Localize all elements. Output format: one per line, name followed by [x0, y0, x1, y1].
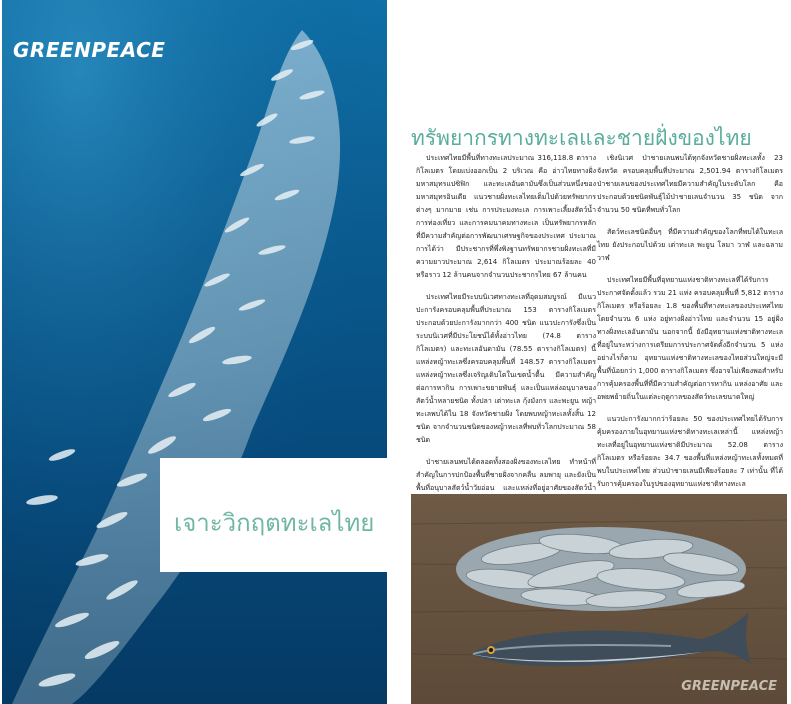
paragraph: ประเทศไทยมีระบบนิเวศทางทะเลที่อุดมสมบูรณ์ มีแนวปะการังครอบคลุมพื้นที่ประมาณ 153 ตารางกิโลเมตร ประกอบด้วยปะการังมากกว่า 400 ชนิด แนวปะการังซึ่งเป็นระบบนิเวศที่มีประโยชน์ได้ทั้งอ่าวไทย (74.8 ตารางกิโลเมตร) และทะเลอันดามัน (78.55 ตารางกิโลเมตร) นี้แหล่งหญ้าทะเลซึ่งครอบคลุมพื้นที่ 148.57 ตารางกิโลเมตร แหล่งหญ้าทะเลซึ่งเจริญเติบโตในเขตน้ำตื้น มีความสำคัญต่อการหากิน การเพาะขยายพันธุ์ และเป็นแหล่งอนุบาลของสัตว์น้ำหลายชนิด ทั้งปลา เต่าทะเล กุ้งมังกร และพะยูน หญ้าทะเลพบได้ใน 18 จังหวัดชายฝั่ง โดยพบหญ้าทะเลทั้งสิ้น 12 ชนิด จากจำนวนชนิดของหญ้าทะเลที่พบทั่วโลกประมาณ 58 ชนิด: [416, 293, 596, 444]
article-column-1: [416, 152, 596, 530]
cover-title-box: [160, 458, 387, 572]
greenpeace-logo: GREENPEACE: [13, 38, 166, 62]
greenpeace-watermark: GREENPEACE: [681, 679, 777, 694]
paragraph: เชิงนิเวศ ป่าชายเลนพบได้ทุกจังหวัดชายฝั่งทะเลทั้ง 23 จังหวัด ครอบคลุมพื้นที่ประมาณ 2,501.94 ตารางกิโลเมตร ป่าชายเลนของประเทศไทยมีความสำคัญในระดับโลก คือ ประกอบด้วยชนิดพันธุ์ไม้ป่าชายเลนจำนวน 35 ชนิด จากจำนวน 50 ชนิดที่พบทั่วโลก: [597, 154, 783, 214]
paragraph: ประเทศไทยมีพื้นที่ทางทะเลประมาณ 316,118.8 ตารางกิโลเมตร โดยแบ่งออกเป็น 2 บริเวณ คือ อ่าวไทยทางฝั่งมหาสมุทรแปซิฟิก และทะเลอันดามันซึ่งเป็นส่วนหนึ่งของมหาสมุทรอินเดีย แนวชายฝั่งทะเลไทยเต็มไปด้วยทรัพยากรต่างๆ มากมาย เช่น การประมงทะเล การเพาะเลี้ยงสัตว์น้ำ การท่องเที่ยว และการคมนาคมทางทะเล เป็นทรัพยากรหลักที่มีความสำคัญต่อการพัฒนาเศรษฐกิจของประเทศ ประมาณการได้ว่า มีประชากรที่พึ่งพิงฐานทรัพยากรชายฝั่งทะเลที่มีความยาวประมาณ 2,614 กิโลเมตร ประมาณร้อยละ 40 หรือราว 12 ล้านคนจากจำนวนประชากรไทย 67 ล้านคน: [416, 154, 596, 279]
fish-photo: [411, 494, 787, 704]
paragraph: ประเทศไทยมีพื้นที่อุทยานแห่งชาติทางทะเลที่ได้รับการประกาศจัดตั้งแล้ว รวม 21 แห่ง ครอบคลุมพื้นที่ 5,812 ตารางกิโลเมตร หรือร้อยละ 1.8 ของพื้นที่ทางทะเลของประเทศไทย โดยจำนวน 6 แห่ง อยู่ทางฝั่งอ่าวไทย และจำนวน 15 อยู่ฝั่งทางฝั่งทะเลอันดามัน นอกจากนี้ ยังมีอุทยานแห่งชาติทางทะเลที่อยู่ในระหว่างการเตรียมการประกาศจัดตั้งอีกจำนวน 5 แห่ง อย่างไรก็ตาม อุทยานแห่งชาติทางทะเลของไทยส่วนใหญ่จะมีพื้นที่น้อยกว่า 1,000 ตารางกิโลเมตร ซึ่งอาจไม่เพียงพอสำหรับการคุ้มครองพื้นที่ที่มีความสำคัญต่อการหากิน แหล่งอาศัย และอพยพย้ายถิ่นในแต่ละฤดูกาลของสัตว์ทะเลขนาดใหญ่: [597, 276, 784, 401]
paragraph: สัตว์ทะเลชนิดอื่นๆ ที่มีความสำคัญของโลกที่พบได้ในทะเลไทย ยังประกอบไปด้วย เต่าทะเล พะยูน โลมา วาฬ และฉลามวาฬ: [597, 228, 783, 262]
article-title: ทรัพยากรทางทะเลและชายฝั่งของไทย: [411, 126, 752, 150]
cover-title: เจาะวิกฤตทะเลไทย: [174, 509, 375, 537]
fish-on-wood-illustration: [411, 494, 787, 704]
article-column-2: [597, 152, 783, 500]
paragraph: ป่าชายเลนพบได้ตลอดทั้งสองฝั่งของทะเลไทย ทำหน้าที่สำคัญในการปกป้องพื้นที่ชายฝั่งจากคลื่น ลมพายุ และยังเป็นพื้นที่อนุบาลสัตว์น้ำวัยอ่อน และแหล่งที่อยู่อาศัยของสัตว์น้ำ: [416, 458, 596, 492]
cover-photo: [2, 0, 387, 704]
paragraph: แนวปะการังมากกว่าร้อยละ 50 ของประเทศไทยได้รับการคุ้มครองภายในอุทยานแห่งชาติทางทะเลเหล่านี้ แหล่งหญ้าทะเลที่อยู่ในอุทยานแห่งชาติมีประมาณ 52.08 ตารางกิโลเมตร หรือร้อยละ 34.7 ของพื้นที่แหล่งหญ้าทะเลทั้งหมดที่พบในประเทศไทย ส่วนป่าชายเลนมีเพียงร้อยละ 7 เท่านั้น ที่ได้รับการคุ้มครองในรูปของอุทยานแห่งชาติทางทะเล: [597, 415, 783, 488]
fish-school-illustration: [2, 0, 387, 704]
small-fish-pile: [456, 527, 746, 611]
